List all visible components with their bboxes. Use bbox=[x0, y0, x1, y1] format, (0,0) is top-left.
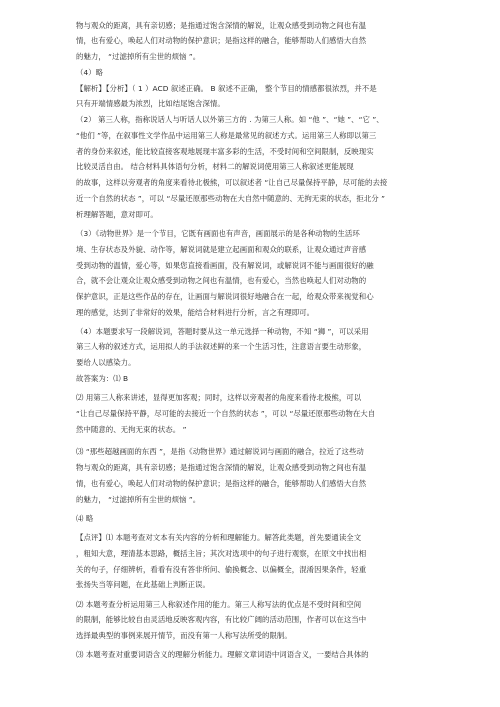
text-line: 物与观众的距离，具有亲切感；是指通过饱含深情的解说，让观众感受到动物之间也有温 bbox=[76, 463, 367, 472]
text-line: 张扬失当等问题，在此基础上判断正误。 bbox=[76, 580, 210, 589]
text-line: 境、生存状态及外貌、动作等，解说词就是建立起画面和观众的联系，让观众通过声音感 bbox=[76, 245, 367, 254]
text-line: 保护意识，正是这些作品的存在，让画面与解说词很好地融合在一起，给观众带来视觉和心 bbox=[76, 292, 374, 301]
text-line: “让自己尽量保持平静，尽可能的去接近一个自然的状态 ”，可以 “尽量还原那些动物在大自 bbox=[76, 409, 376, 418]
text-line: 近一个自然的状态 ”，可以 “尽量还原那些动物在大自然中随意的、无拘无束的状态，拒北分 ” bbox=[76, 194, 386, 203]
text-line: ⑶ “那些超越画面的东西 ”，是指《动物世界》通过解说词与画面的融合，拉近了这些动 bbox=[76, 447, 364, 456]
text-line: 比较灵活自由。 结合材料具体语句分析，材料二的解说词使用第三人称叙述更能展现 bbox=[76, 162, 354, 171]
text-line: 的限制，能够比较自由灵活地反映客观内容，有比较广阔的活动范围，作者可以在这当中 bbox=[76, 615, 367, 624]
text-line: 合，就不会让观众让观众感受到动物之间也有温情，也有爱心，当然也唤起人们对动物的 bbox=[76, 276, 367, 285]
text-line: （4）本题要求写一段解说词，答题时要从这一单元选择一种动物，不知 “狮 ”，可以采用 bbox=[76, 327, 369, 336]
text-line: 【点评】⑴ 本题考查对文本有关内容的分析和理解能力。解答此类题，首先要通读全文 bbox=[76, 533, 362, 542]
text-line: ⑷ 略 bbox=[76, 514, 94, 523]
text-line: 的故事，这样以旁观者的角度来看待北极熊，可以叙述者 “让自己尽量保持平静，尽可能的去接 bbox=[76, 178, 388, 187]
text-line: 选择最典型的事例来展开情节，而没有第一人称写法所受的限制。 bbox=[76, 631, 292, 640]
text-line: ，粗知大意，理清基本思路，概括主旨；其次对选项中的句子进行观察，在原文中找出相 bbox=[76, 549, 367, 558]
text-line: 析理解答题，意对即可。 bbox=[76, 210, 158, 219]
text-line: 受到动物的温情，爱心等，如果您直接看画面，没有解说词，或解说词不能与画面很好的融 bbox=[76, 261, 374, 270]
text-line: 的魅力， “过滤掉所有尘世的烦恼 ”。 bbox=[76, 52, 201, 61]
text-line: 关的句子，仔细辨析，看看有没有答非所问、偷换概念、以偏概全，混淆因果条件，轻重 bbox=[76, 565, 367, 574]
text-line: 物与观众的距离，具有亲切感；是指通过饱含深情的解说，让观众感受到动物之间也有温 bbox=[76, 21, 367, 30]
text-line: （3）《动物世界》是一个节目，它既有画面也有声音，画面展示的是各种动物的生活环 bbox=[76, 229, 360, 238]
text-line: “他们 ”等，在叙事性文学作品中运用第三人称是最常见的叙述方式。运用第三人称即以第三 bbox=[76, 131, 377, 140]
text-line: 的魅力， “过滤掉所有尘世的烦恼 ”。 bbox=[76, 495, 201, 504]
text-line: 理的感觉，达到了非常好的效果，能结合材料进行分析，言之有理即可。 bbox=[76, 308, 315, 317]
text-line: （4）略 bbox=[76, 68, 104, 77]
text-line: 要给人以感染力。 bbox=[76, 358, 136, 367]
text-line: ⑵ 本题考查分析运用第三人称叙述作用的能力。第三人称写法的优点是不受时间和空间 bbox=[76, 600, 362, 609]
text-line: 情，也有爱心，唤起人们对动物的保护意识；是指这样的融合，能够帮助人们感悟大自然 bbox=[76, 479, 367, 488]
text-line: 情，也有爱心，唤起人们对动物的保护意识；是指这样的融合，能够帮助人们感悟大自然 bbox=[76, 36, 367, 45]
text-line: 故答案为：⑴ B bbox=[76, 374, 129, 383]
text-line: 第三人称的叙述方式，运用拟人的手法叙述鲜的来一个生活习性，注意语言要生动形象， bbox=[76, 342, 367, 351]
text-line: ⑵ 用第三人称来讲述，显得更加客观；同时，这样以旁观者的角度来看待北极熊，可以 bbox=[76, 393, 362, 402]
text-line: 【解析】【分析】（ 1 ）ACD 叙述正确。 B 叙述不正确， 整个节目的情感都很浓烈，并不是 bbox=[76, 84, 377, 93]
text-line: 然中随意的、无拘无束的状态。 ” bbox=[76, 425, 187, 434]
text-line: ⑶ 本题考查对重要词语含义的理解分析能力。理解文章词语中词语含义，一要结合具体的 bbox=[76, 650, 369, 659]
text-line: 只有开端情感最为浓烈，比如结尾饱含深情。 bbox=[76, 99, 225, 108]
text-line: （2） 第三人称，指称说话人与听话人以外第三方的 . 为第三人称。如 “他 ”、“她 ”、“它 ”、 bbox=[76, 115, 384, 124]
text-line: 者的身份来叙述，能比较直接客观地展现丰富多彩的生活，不受时间和空间限制，反映现实 bbox=[76, 147, 374, 156]
